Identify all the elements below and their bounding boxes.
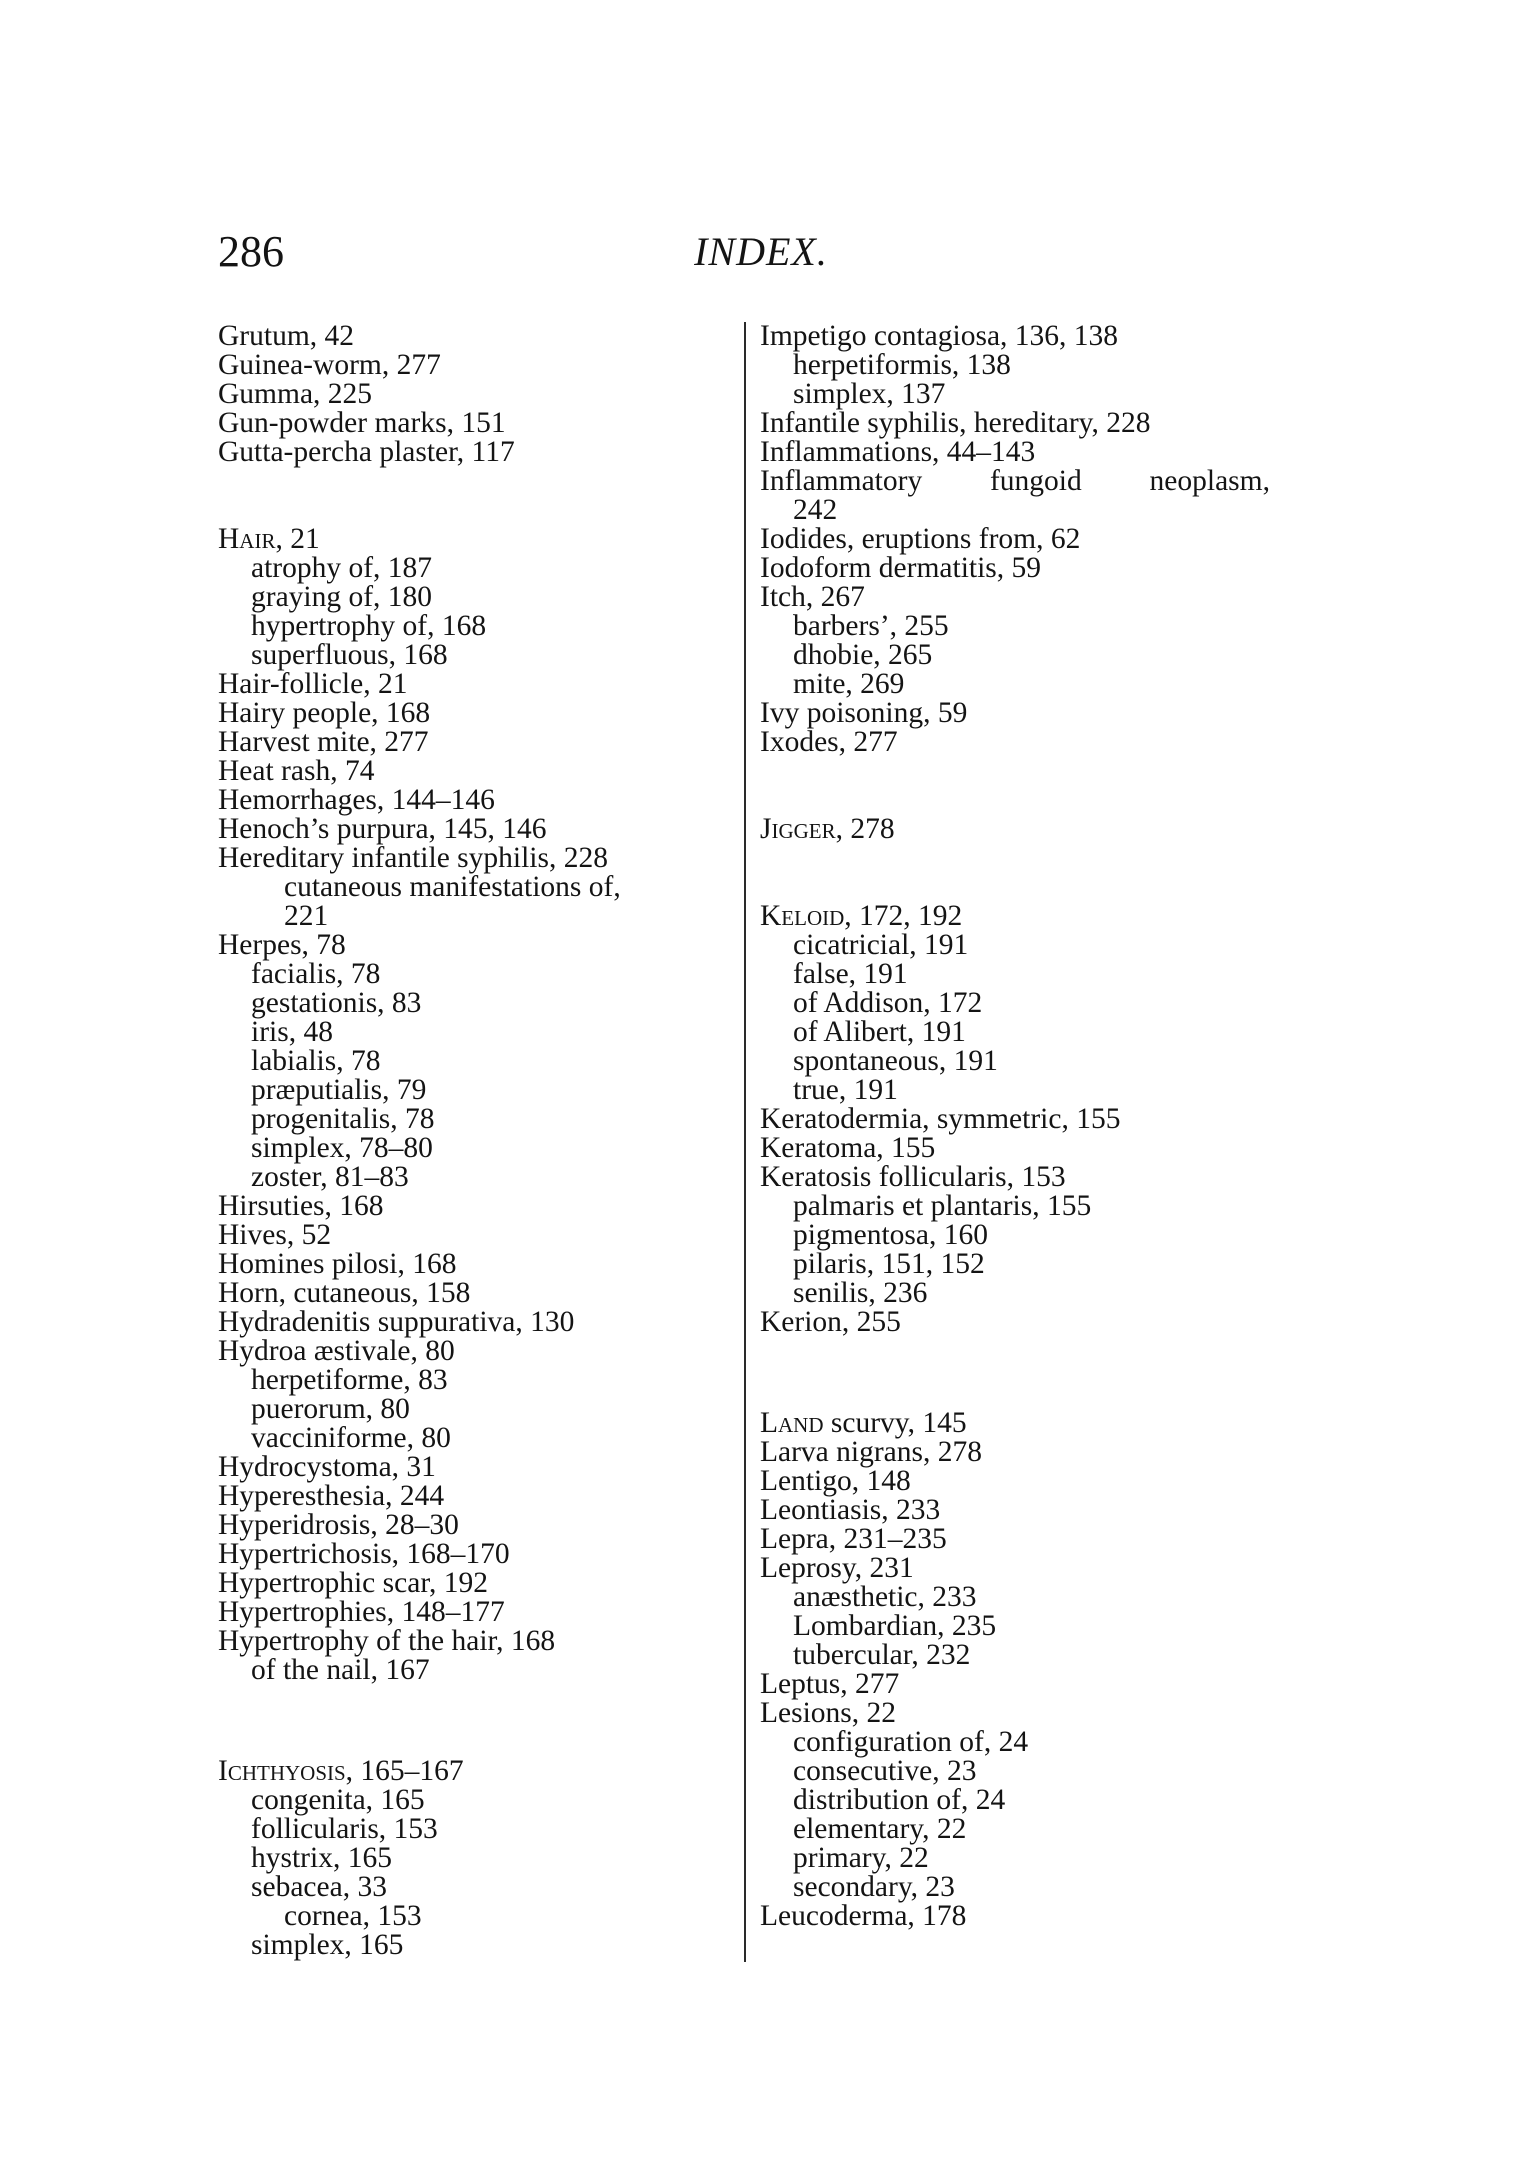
index-subentry: vacciniforme, 80 <box>251 1422 451 1454</box>
index-entry: Inflammations, 44–143 <box>760 436 1036 468</box>
index-subentry: of the nail, 167 <box>251 1654 430 1686</box>
index-subentry: distribution of, 24 <box>793 1784 1006 1816</box>
section-head-pages: , 172, 192 <box>844 900 963 932</box>
index-entry: Impetigo contagiosa, 136, 138 <box>760 320 1119 352</box>
index-entry: Itch, 267 <box>760 581 865 613</box>
column-divider <box>744 322 746 1962</box>
section-head-word: Land <box>760 1407 824 1439</box>
entry-word: fungoid <box>989 465 1082 497</box>
index-subentry: cutaneous manifestations of, <box>284 871 621 903</box>
index-subentry: sebacea, 33 <box>251 1871 387 1903</box>
index-subentry: pigmentosa, 160 <box>793 1219 989 1251</box>
index-subentry: false, 191 <box>793 958 908 990</box>
index-subentry: progenitalis, 78 <box>251 1103 435 1135</box>
index-subentry: labialis, 78 <box>251 1045 381 1077</box>
index-subentry: of Addison, 172 <box>793 987 983 1019</box>
index-entry-section-head <box>760 902 1280 931</box>
index-entry: Leptus, 277 <box>760 1668 900 1700</box>
index-subentry: dhobie, 265 <box>793 639 933 671</box>
index-subentry: secondary, 23 <box>793 1871 955 1903</box>
index-subentry: hystrix, 165 <box>251 1842 392 1874</box>
index-subentry: true, 191 <box>793 1074 898 1106</box>
index-subentry: cicatricial, 191 <box>793 929 969 961</box>
section-gap <box>218 467 738 525</box>
index-entry: Larva nigrans, 278 <box>760 1436 982 1468</box>
index-subentry: senilis, 236 <box>793 1277 928 1309</box>
index-entry: Horn, cutaneous, 158 <box>218 1277 471 1309</box>
index-subentry: barbers’, 255 <box>793 610 949 642</box>
entry-word: Inflammatory <box>760 465 923 497</box>
section-head-word: Hair <box>218 523 276 555</box>
index-subentry: cornea, 153 <box>284 1900 422 1932</box>
page-number: 286 <box>218 227 284 276</box>
section-head-pages: scurvy, 145 <box>823 1407 967 1439</box>
index-subentry: simplex, 137 <box>793 378 946 410</box>
index-subentry: simplex, 165 <box>251 1929 404 1961</box>
index-entry: Leucoderma, 178 <box>760 1900 967 1932</box>
index-subentry: of Alibert, 191 <box>793 1016 966 1048</box>
index-entry: Herpes, 78 <box>218 929 346 961</box>
index-entry: Keratodermia, symmetric, 155 <box>760 1103 1121 1135</box>
index-entry: Hairy people, 168 <box>218 697 431 729</box>
index-subentry: anæsthetic, 233 <box>793 1581 977 1613</box>
index-subentry: herpetiforme, 83 <box>251 1364 448 1396</box>
section-head-word: Keloid <box>760 900 845 932</box>
index-subentry: consecutive, 23 <box>793 1755 977 1787</box>
index-entry: Hypertrophic scar, 192 <box>218 1567 488 1599</box>
index-entry: Hypertrophy of the hair, 168 <box>218 1625 556 1657</box>
index-entry: Ixodes, 277 <box>760 726 898 758</box>
index-entry <box>760 467 1270 496</box>
index-entry: Lesions, 22 <box>760 1697 897 1729</box>
index-entry: Hypertrophies, 148–177 <box>218 1596 505 1628</box>
index-subentry: puerorum, 80 <box>251 1393 410 1425</box>
index-entry: Gun-powder marks, 151 <box>218 407 506 439</box>
section-gap <box>760 1337 1280 1409</box>
index-entry-section-head <box>218 525 738 554</box>
index-entry: Homines pilosi, 168 <box>218 1248 457 1280</box>
index-entry: Hydroa æstivale, 80 <box>218 1335 455 1367</box>
index-entry: Kerion, 255 <box>760 1306 901 1338</box>
index-entry: Lentigo, 148 <box>760 1465 911 1497</box>
section-head-word: Ichthyosis <box>218 1755 346 1787</box>
index-entry: Hypertrichosis, 168–170 <box>218 1538 510 1570</box>
index-subentry: configuration of, 24 <box>793 1726 1029 1758</box>
index-subentry: primary, 22 <box>793 1842 929 1874</box>
index-subentry: facialis, 78 <box>251 958 381 990</box>
index-entry: Keratoma, 155 <box>760 1132 936 1164</box>
index-subentry: gestationis, 83 <box>251 987 422 1019</box>
index-entry: Hyperesthesia, 244 <box>218 1480 445 1512</box>
index-subentry: graying of, 180 <box>251 581 433 613</box>
index-subentry: præputialis, 79 <box>251 1074 427 1106</box>
index-entry: Leontiasis, 233 <box>760 1494 941 1526</box>
section-gap <box>760 844 1280 902</box>
index-entry: Hemorrhages, 144–146 <box>218 784 495 816</box>
entry-word: neoplasm, <box>1149 465 1270 497</box>
index-entry-section-head <box>218 1757 738 1786</box>
index-subentry: palmaris et plantaris, 155 <box>793 1190 1092 1222</box>
index-subentry: follicularis, 153 <box>251 1813 438 1845</box>
index-subentry: 242 <box>793 494 838 526</box>
index-entry-section-head <box>760 815 1280 844</box>
index-entry: Lepra, 231–235 <box>760 1523 947 1555</box>
index-entry: Hives, 52 <box>218 1219 332 1251</box>
index-entry: Hydrocystoma, 31 <box>218 1451 436 1483</box>
section-gap <box>218 1685 738 1757</box>
index-entry: Gumma, 225 <box>218 378 373 410</box>
index-subentry: superfluous, 168 <box>251 639 448 671</box>
index-subentry: zoster, 81–83 <box>251 1161 409 1193</box>
index-subentry: hypertrophy of, 168 <box>251 610 487 642</box>
index-entry: Infantile syphilis, hereditary, 228 <box>760 407 1151 439</box>
index-entry: Hyperidrosis, 28–30 <box>218 1509 459 1541</box>
index-subentry: pilaris, 151, 152 <box>793 1248 985 1280</box>
index-entry: Henoch’s purpura, 145, 146 <box>218 813 547 845</box>
index-entry: Guinea-worm, 277 <box>218 349 441 381</box>
index-subentry: herpetiformis, 138 <box>793 349 1011 381</box>
index-entry: Gutta-percha plaster, 117 <box>218 436 515 468</box>
index-column-right <box>760 322 1280 1931</box>
index-subentry: spontaneous, 191 <box>793 1045 998 1077</box>
index-entry: Ivy poisoning, 59 <box>760 697 968 729</box>
index-entry: Heat rash, 74 <box>218 755 375 787</box>
section-head-pages: , 278 <box>835 813 895 845</box>
index-entry: Leprosy, 231 <box>760 1552 914 1584</box>
index-entry: Keratosis follicularis, 153 <box>760 1161 1066 1193</box>
index-subentry: 221 <box>284 900 329 932</box>
section-head-pages: , 165–167 <box>345 1755 464 1787</box>
section-gap <box>760 757 1280 815</box>
index-entry: Hereditary infantile syphilis, 228 <box>218 842 608 874</box>
section-head-pages: , 21 <box>275 523 320 555</box>
index-column-left <box>218 322 738 1960</box>
index-subentry: elementary, 22 <box>793 1813 967 1845</box>
index-entry-section-head <box>760 1409 1280 1438</box>
index-entry: Harvest mite, 277 <box>218 726 429 758</box>
index-subentry: Lombardian, 235 <box>793 1610 997 1642</box>
index-subentry: mite, 269 <box>793 668 905 700</box>
index-subentry: tubercular, 232 <box>793 1639 971 1671</box>
index-subentry: atrophy of, 187 <box>251 552 433 584</box>
running-head: INDEX. <box>694 229 828 274</box>
index-entry: Hirsuties, 168 <box>218 1190 384 1222</box>
index-subentry: iris, 48 <box>251 1016 333 1048</box>
index-entry: Iodoform dermatitis, 59 <box>760 552 1042 584</box>
index-entry: Iodides, eruptions from, 62 <box>760 523 1081 555</box>
section-head-word: Jigger <box>760 813 836 845</box>
index-entry: Grutum, 42 <box>218 320 355 352</box>
index-subentry: congenita, 165 <box>251 1784 425 1816</box>
index-entry: Hair-follicle, 21 <box>218 668 408 700</box>
index-entry: Hydradenitis suppurativa, 130 <box>218 1306 575 1338</box>
index-subentry: simplex, 78–80 <box>251 1132 433 1164</box>
